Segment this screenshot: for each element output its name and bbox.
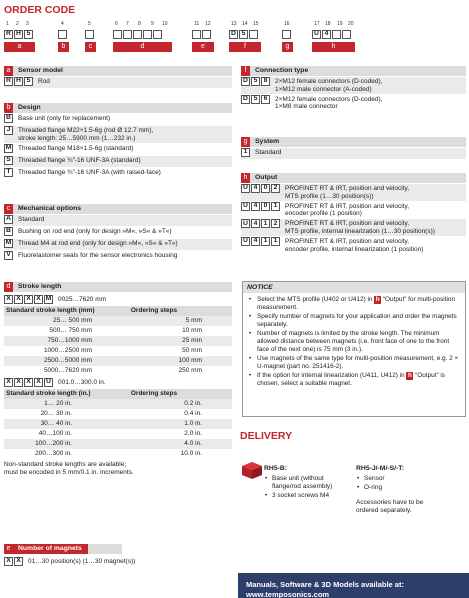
list-item: X X X X U 001.0…300.0 in. <box>4 378 232 389</box>
list-item: B Bushing on rod end (only for design »M«, »S« & »T«) <box>4 227 232 238</box>
pos-num: 16 <box>284 21 290 27</box>
footer-text: Manuals, Software & 3D Models available at: <box>246 580 404 589</box>
delivery-item: • O-ring <box>357 483 383 491</box>
position-numbers <box>4 21 464 29</box>
table-row: 2500…5000 mm 100 mm <box>4 356 232 366</box>
pos-num: 11 <box>194 21 200 27</box>
notice-item: • Number of magnets is limited by the stroke length. The minimum allowed distance between magnets (i.e. front face of one to the front face of the next one) is 75 mm (3 in.). <box>249 330 459 354</box>
pos-num: 5 <box>88 21 91 27</box>
delivery-col-base: RH5-B: • Base unit (without flange/rod assembly) • 3 socket screws M4 <box>264 465 344 500</box>
table-row: 500… 750 mm 10 mm <box>49 327 202 335</box>
code-cell <box>58 30 67 39</box>
pos-num: 7 <box>126 21 129 27</box>
code-label-f: f <box>229 42 261 52</box>
table-row: 100…200 in. 4.0 in. <box>4 439 232 449</box>
package-icon <box>240 460 264 480</box>
code-cell: R <box>4 30 13 39</box>
section-output <box>241 173 466 253</box>
section-design <box>4 103 232 179</box>
list-item: U 4 0 2 PROFINET RT & IRT, position and velocity, MTS profile (1…30 position(s)) <box>241 184 466 201</box>
stroke-note: Non-standard stroke lengths are available; must be encoded in 5 mm/0.1 in. increments. <box>4 461 134 476</box>
notice-item: • Select the MTS profile (U402 or U412) in h “Output” for multi-position measurement. <box>249 296 459 312</box>
code-label-c: c <box>85 42 96 52</box>
pos-num: 17 <box>314 21 320 27</box>
section-header: c Mechanical options <box>4 204 232 214</box>
notice-item: • If the option for internal linearization (U411, U412) in h “Output” is chosen, select a suitable magnet. <box>249 372 459 388</box>
table-row: 5000…7620 mm 250 mm <box>43 367 202 375</box>
page-title: ORDER CODE <box>4 4 76 16</box>
section-header: d Stroke length <box>4 282 232 292</box>
code-label-g: g <box>282 42 293 52</box>
code-cell: 4 <box>322 30 331 39</box>
section-header: b Design <box>4 103 232 113</box>
section-header: f Connection type <box>241 66 466 76</box>
footer-bar <box>238 573 469 598</box>
list-item: U 4 1 2 PROFINET RT & IRT, position and velocity, MTS profile, internal linearization (1…30 position(s)) <box>241 219 466 236</box>
code-cell <box>342 30 351 39</box>
list-item: R H 5 Rod <box>4 77 232 88</box>
code-cell <box>192 30 201 39</box>
list-item: T Threaded flange ¾"-16 UNF-3A (with raised-face) <box>4 168 232 179</box>
code-label-e: e <box>192 42 214 52</box>
section-mechanical-options <box>4 204 232 262</box>
code-cell: 5 <box>24 30 33 39</box>
list-item: D 5 6 2×M12 female connectors (D-coded), 1×M8 male connector <box>241 95 466 112</box>
code-label-h: h <box>312 42 355 52</box>
delivery-note: Accessories have to be ordered separately. <box>356 498 424 514</box>
table-row: 40…100 in. 2.0 in. <box>38 430 202 438</box>
code-cell <box>249 30 258 39</box>
pos-num: 1 <box>6 21 9 27</box>
pos-num: 13 <box>231 21 237 27</box>
code-cell <box>202 30 211 39</box>
table-header: Standard stroke length (mm) Ordering steps <box>4 306 232 316</box>
list-item: B Base unit (only for replacement) <box>4 114 232 125</box>
pos-num: 8 <box>138 21 141 27</box>
pos-num: 4 <box>61 21 64 27</box>
notice-box <box>242 281 466 417</box>
code-cell: D <box>229 30 238 39</box>
footer-link[interactable]: www.temposonics.com <box>246 590 330 598</box>
section-number-of-magnets <box>4 544 232 568</box>
list-item: X X X X M 0025…7620 mm <box>4 295 232 306</box>
delivery-item: • Sensor <box>357 475 385 483</box>
order-code-boxes <box>4 30 464 42</box>
table-row: 200…300 in. 10.0 in. <box>35 450 202 458</box>
pos-num: 14 <box>242 21 248 27</box>
pos-num: 20 <box>348 21 354 27</box>
notice-item: • Specify number of magnets for your application and order the magnets separately. <box>249 313 459 329</box>
code-cell <box>113 30 122 39</box>
delivery-col-sensor: RH5-J/-M/-S/-T: • Sensor • O-ring Accessories have to be ordered separately. <box>356 465 464 514</box>
table-row: 25… 500 mm 5 mm <box>4 316 232 326</box>
code-cell <box>143 30 152 39</box>
section-system <box>241 137 466 159</box>
list-item: U 4 1 1 PROFINET RT & IRT, position and velocity, encoder profile, internal linearization (1 position) <box>241 237 466 254</box>
list-item: S Threaded flange ¾"-16 UNF-3A (standard) <box>4 156 232 167</box>
pos-num: 2 <box>16 21 19 27</box>
section-connection-type <box>241 66 466 111</box>
section-header: e Number of magnets <box>4 544 122 554</box>
section-header: g System <box>241 137 466 147</box>
code-cell: 5 <box>239 30 248 39</box>
code-cell: U <box>312 30 321 39</box>
list-item: V Fluorelastomer seals for the sensor electronics housing <box>4 251 232 262</box>
pos-num: 15 <box>253 21 259 27</box>
section-header: h Output <box>241 173 466 183</box>
table-row: 750…1000 mm 25 mm <box>4 336 232 346</box>
code-cell <box>282 30 291 39</box>
pos-num: 9 <box>151 21 154 27</box>
list-item: M Thread M4 at rod end (only for design »M«, »S« & »T«) <box>4 239 232 250</box>
table-row: 1000…2500 mm 50 mm <box>43 347 202 355</box>
delivery-title: DELIVERY <box>240 430 293 442</box>
code-cell <box>133 30 142 39</box>
code-label-a: a <box>4 42 35 52</box>
pos-num: 10 <box>162 21 168 27</box>
section-header: a Sensor model <box>4 66 232 76</box>
code-cell <box>85 30 94 39</box>
section-stroke-length <box>4 282 232 477</box>
code-cell <box>123 30 132 39</box>
delivery-item: • 3 socket screws M4 <box>265 491 330 499</box>
list-item: J Threaded flange M22×1.5-6g (rod Ø 12.7 mm), stroke length: 25…5900 mm (1…232 in.) <box>4 126 232 143</box>
table-row: 20… 30 in. 0.4 in. <box>40 410 202 418</box>
pos-num: 6 <box>115 21 118 27</box>
notice-item: • Use magnets of the same type for multi-position measurement, e.g. 2 × U-magnet (part no. 251416-2). <box>249 355 459 371</box>
table-header: Standard stroke length (in.) Ordering steps <box>4 389 232 399</box>
pos-num: 19 <box>337 21 343 27</box>
pos-num: 3 <box>26 21 29 27</box>
list-item: A Standard <box>4 215 232 226</box>
list-item: U 4 0 1 PROFINET RT & IRT, position and velocity, encoder profile (1 position) <box>241 202 466 219</box>
delivery-item: • Base unit (without flange/rod assembly) <box>265 475 333 490</box>
code-label-d: d <box>113 42 172 52</box>
list-item: 1 Standard <box>241 148 466 159</box>
pos-num: 12 <box>205 21 211 27</box>
code-cell: H <box>14 30 23 39</box>
code-cell <box>153 30 162 39</box>
table-row: 30… 40 in. 1.0 in. <box>4 419 232 429</box>
list-item: D 5 8 2×M12 female connectors (D-coded), 1×M12 male connector (A-coded) <box>241 77 466 94</box>
list-item: X X 01…30 position(s) (1…30 magnet(s)) <box>4 557 232 568</box>
section-sensor-model <box>4 66 232 88</box>
table-row: 1… 20 in. 0.2 in. <box>4 399 232 409</box>
code-cell <box>332 30 341 39</box>
list-item: M Threaded flange M18×1.5-6g (standard) <box>5 144 134 152</box>
code-label-b: b <box>58 42 69 52</box>
notice-title: NOTICE <box>243 282 465 293</box>
pos-num: 18 <box>325 21 331 27</box>
